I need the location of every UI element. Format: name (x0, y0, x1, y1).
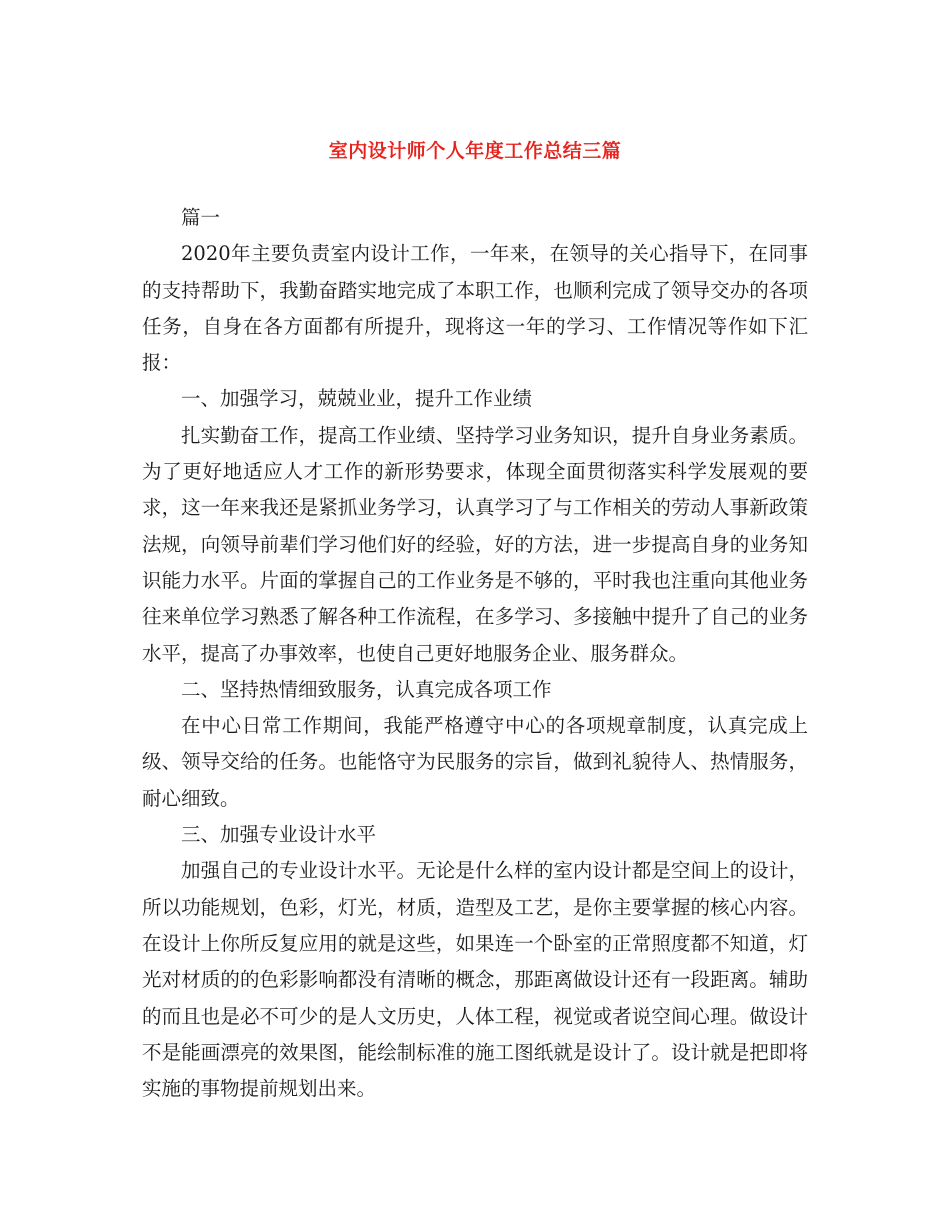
section-heading-design: 三、加强专业设计水平 (181, 823, 377, 847)
document-body (142, 200, 808, 1107)
section-label-part-one: 篇一 (181, 206, 221, 229)
document-title: 室内设计师个人年度工作总结三篇 (328, 140, 622, 162)
intro-paragraph: 2020年主要负责室内设计工作，一年来，在领导的关心指导下，在同事的支持帮助下，我勤奋踏实地完成了本职工作，也顺利完成了领导交办的各项任务，自身在各方面都有所提升，现将这一年的学习、工作情况等作如下汇报： (142, 242, 808, 375)
section-heading-service: 二、坚持热情细致服务，认真完成各项工作 (181, 677, 552, 701)
design-paragraph: 加强自己的专业设计水平。无论是什么样的室内设计都是空间上的设计，所以功能规划，色彩，灯光，材质，造型及工艺，是你主要掌握的核心内容。在设计上你所反复应用的就是这些，如果连一个卧室的正常照度都不知道，灯光对材质的的色彩影响都没有清晰的概念，那距离做设计还有一段距离。辅助的而且也是必不可少的是人文历史，人体工程，视觉或者说空间心理。做设计不是能画漂亮的效果图，能绘制标准的施工图纸就是设计了。设计就是把即将实施的事物提前规划出来。 (142, 859, 808, 1101)
section-heading-study: 一、加强学习，兢兢业业，提升工作业绩 (181, 387, 533, 411)
service-paragraph: 在中心日常工作期间，我能严格遵守中心的各项规章制度，认真完成上级、领导交给的任务。也能恪守为民服务的宗旨，做到礼貌待人、热情服务，耐心细致。 (142, 714, 808, 810)
study-paragraph: 扎实勤奋工作，提高工作业绩、坚持学习业务知识，提升自身业务素质。为了更好地适应人才工作的新形势要求，体现全面贯彻落实科学发展观的要求，这一年来我还是紧抓业务学习，认真学习了与工作相关的劳动人事新政策法规，向领导前辈们学习他们好的经验，好的方法，进一步提高自身的业务知识能力水平。片面的掌握自己的工作业务是不够的，平时我也注重向其他业务往来单位学习熟悉了解各种工作流程，在多学习、多接触中提升了自己的业务水平，提高了办事效率，也使自己更好地服务企业、服务群众。 (142, 423, 808, 665)
